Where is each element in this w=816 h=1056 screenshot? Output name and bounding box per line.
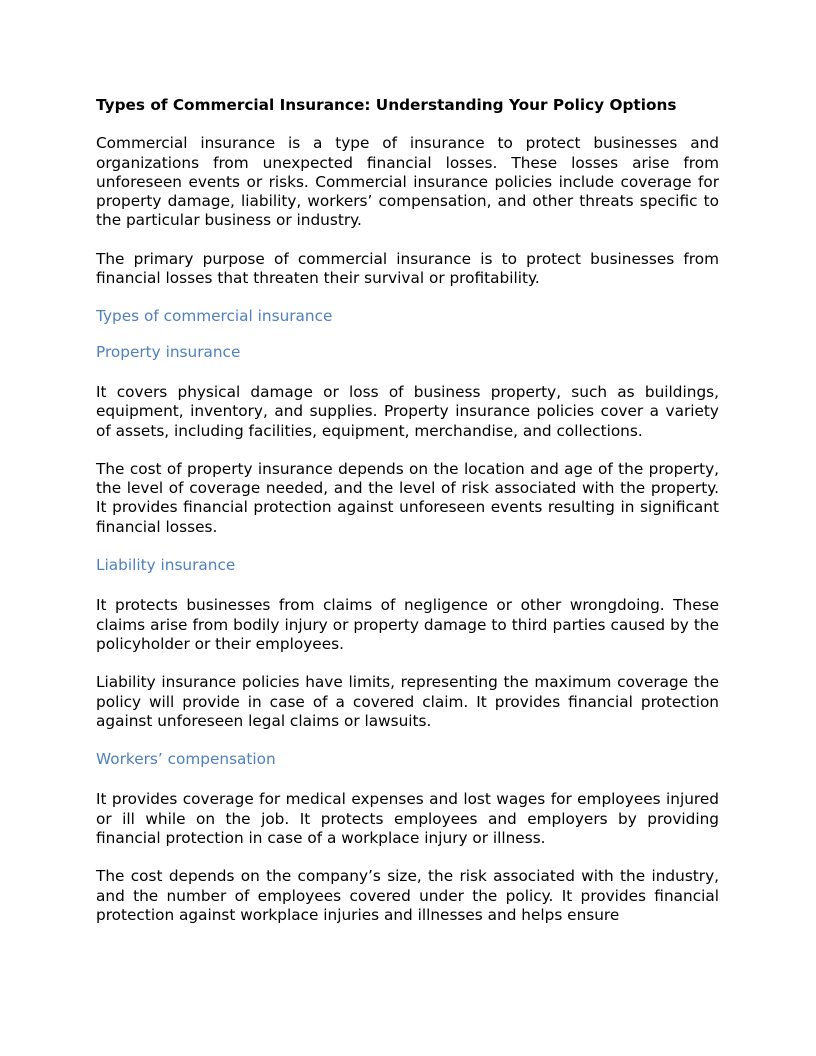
property-paragraph-1: It covers physical damage or loss of business property, such as buildings, equipment, inventory, and supplies. Property insurance policies cover a variety of assets, including facilities, equipment, merchandise, and collections. — [96, 382, 719, 440]
document-page — [96, 96, 719, 944]
document-title: Types of Commercial Insurance: Understanding Your Policy Options — [96, 96, 677, 114]
liability-heading: Liability insurance — [96, 556, 236, 575]
workers-comp-heading: Workers’ compensation — [96, 750, 276, 769]
section-heading: Types of commercial insurance — [96, 307, 333, 326]
liability-paragraph-1: It protects businesses from claims of negligence or other wrongdoing. These claims arise from bodily injury or property damage to third parties caused by the policyholder or their employees. — [96, 596, 719, 653]
liability-paragraph-2: Liability insurance policies have limits, representing the maximum coverage the policy will provide in case of a covered claim. It provides financial protection against unforeseen legal claims or lawsuits. — [96, 673, 719, 730]
intro-paragraph-1: Commercial insurance is a type of insurance to protect businesses and organizations from unexpected financial losses. These losses arise from unforeseen events or risks. Commercial insurance policies include coverage for property damage, liability, workers’ compensation, and other threats specific to the particular business or industry. — [96, 134, 719, 230]
property-paragraph-2: The cost of property insurance depends on the location and age of the property, the level of coverage needed, and the level of risk associated with the property. It provides financial protection against unforeseen events resulting in significant financial losses. — [96, 459, 719, 536]
workers-comp-paragraph-1: It provides coverage for medical expenses and lost wages for employees injured or ill while on the job. It protects employees and employers by providing financial protection in case of a workplace injury or illness. — [96, 790, 719, 848]
workers-comp-paragraph-2: The cost depends on the company’s size, the risk associated with the industry, and the number of employees covered under the policy. It provides financial protection against workplace injuries and illnesses and helps ensure — [96, 867, 719, 924]
intro-paragraph-2: The primary purpose of commercial insurance is to protect businesses from financial losses that threaten their survival or profitability. — [96, 249, 719, 288]
property-heading: Property insurance — [96, 342, 241, 361]
